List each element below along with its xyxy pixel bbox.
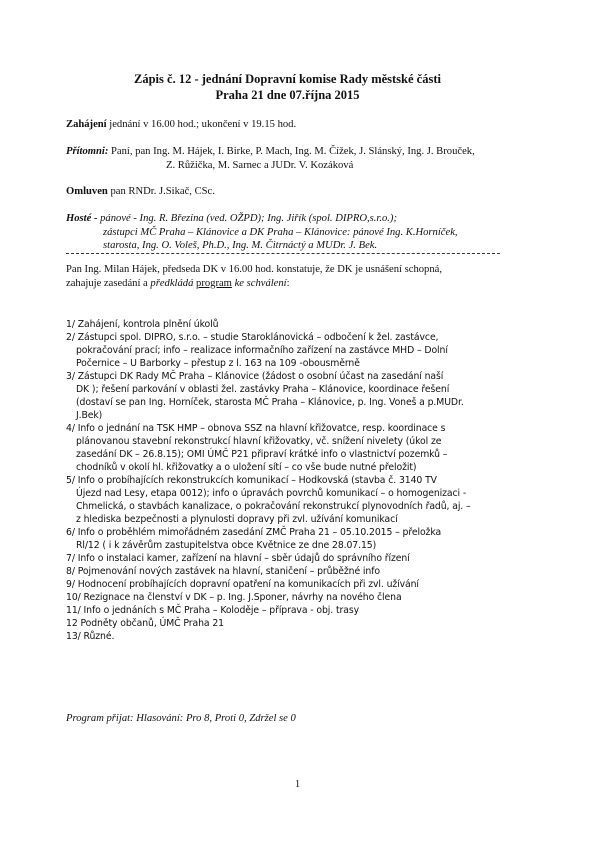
agenda-item-continuation: J.Bek)	[76, 410, 103, 421]
agenda-item: 10/ Rezignace na členství v DK – p. Ing. J.Sponer, návrhy na nového člena	[66, 592, 402, 603]
agenda-item-continuation: Rl/12 ( i k závěrům zastupitelstva obce Květnice ze dne 28.07.15)	[76, 540, 377, 551]
page-title: Zápis č. 12 - jednání Dopravní komise Rady městské části	[134, 72, 441, 86]
agenda-item: 6/ Info o proběhlém mimořádném zasedání ZMČ Praha 21 – 05.10.2015 – přeložka	[66, 527, 442, 538]
guests-line3: starosta, Ing. O. Voleš, Ph.D., Ing. M. Čitrnáctý a MUDr. J. Bek.	[103, 240, 378, 251]
agenda-item-continuation: pokračování prací; info – realizace informačního zařízení na zastávce MHD – Dolní	[76, 345, 448, 356]
present-label: Přítomni:	[66, 146, 109, 157]
agenda-item-continuation: chodníků v okolí hl. křižovatky a o uložení sítí – co vše bude nutné přeložit)	[76, 462, 417, 473]
intro-line2: zahajuje zasedání a předkládá program ke schválení:	[66, 277, 290, 289]
intro-block	[66, 263, 546, 290]
agenda-item: 4/ Info o jednání na TSK HMP – obnova SSZ na hlavní křižovatce, resp. koordinace s	[66, 423, 446, 434]
agenda-item-continuation: z hlediska bezpečnosti a plynulosti dopravy při zvl. užívání komunikací	[76, 514, 398, 525]
agenda-item-continuation: DK ); řešení parkování v oblasti žel. zastávky Praha – Klánovice, koordinace řešení	[76, 384, 450, 395]
separator-line	[66, 253, 500, 254]
agenda-list	[66, 318, 546, 643]
agenda-item: 13/ Různé.	[66, 631, 115, 642]
present-block	[66, 145, 546, 172]
agenda-item: 5/ Info o probíhajících rekonstrukcích komunikací – Hodkovská (stavba č. 3140 TV	[66, 475, 437, 486]
present-line2: Z. Růžička, M. Sarnec a JUDr. V. Kozáková	[166, 159, 354, 171]
agenda-item: 11/ Info o jednáních s MČ Praha – Koloděje – příprava - obj. trasy	[66, 605, 359, 616]
agenda-item: 3/ Zástupci DK Rady MČ Praha – Klánovice (žádost o osobní účast na zasedání naší	[66, 371, 444, 382]
opening-text: jednání v 16.00 hod.; ukončení v 19.15 hod.	[106, 119, 297, 130]
excused-line	[66, 185, 546, 199]
agenda-item-continuation: plánovanou stavební rekonstrukcí hlavní křižovatky, vč. snížení nivelety (úkol ze	[76, 436, 442, 447]
guests-block	[66, 212, 546, 253]
guests-line1: pánové - Ing. R. Březina (ved. OŽPD); Ing. Jiřík (spol. DIPRO,s.r.o.);	[97, 213, 397, 224]
excused-label: Omluven	[66, 186, 108, 197]
intro-line1: Pan Ing. Milan Hájek, předseda DK v 16.00 hod. konstatuje, že DK je usnášení schopná,	[66, 264, 442, 275]
agenda-item-continuation: (dostaví se pan Ing. Horníček, starosta MČ Praha – Klánovice, p. Ing. Voneš a p.MUDr.	[76, 397, 464, 408]
agenda-item-continuation: Chmelická, o stavbách kanalizace, o pokračování rekonstrukcí plynovodních řadů, aj. –	[76, 501, 471, 512]
agenda-item: 8/ Pojmenování nových zastávek na hlavní, staničení – průběžné info	[66, 566, 380, 577]
agenda-item: 2/ Zástupci spol. DIPRO, s.r.o. – studie Staroklánovická – odbočení k žel. zastávce,	[66, 332, 439, 343]
page-number: 1	[294, 779, 301, 790]
guests-line2: zástupci MČ Praha – Klánovice a DK Praha – Klánovice: pánové Ing. K.Horníček,	[103, 226, 458, 238]
opening-line	[66, 118, 546, 132]
agenda-item: 1/ Zahájení, kontrola plnění úkolů	[66, 319, 219, 330]
opening-label: Zahájení	[66, 119, 107, 130]
agenda-item-continuation: zasedání DK – 26.8.15); OMI ÚMČ P21 připraví krátké info o vlastnictví pozemků –	[76, 449, 448, 460]
agenda-item: 7/ Info o instalaci kamer, zařízení na hlavní – sběr údajů do správního řízení	[66, 553, 410, 564]
guests-label: Hosté -	[66, 213, 98, 224]
agenda-item: 12 Podněty občanů, ÚMČ Praha 21	[66, 618, 224, 629]
agenda-item-continuation: Újezd nad Lesy, etapa 0012); info o úpravách povrchů komunikací – o homogenizaci -	[76, 488, 467, 499]
page-subtitle: Praha 21 dne 07.října 2015	[215, 88, 360, 102]
present-line1: Paní, pan Ing. M. Hájek, I. Birke, P. Mach, Ing. M. Čížek, J. Slánský, Ing. J. Brouček,	[108, 146, 475, 157]
agenda-item: 9/ Hodnocení probíhajících dopravní opatření na komunikacích při zvl. užívání	[66, 579, 419, 590]
agenda-item-continuation: Počernice – U Barborky – přestup z l. 163 na 109 -obousměrně	[76, 358, 360, 369]
excused-text: pan RNDr. J.Sikač, CSc.	[107, 186, 215, 197]
approval-line: Program přijat: Hlasování: Pro 8, Proti 0, Zdržel se 0	[66, 713, 296, 724]
